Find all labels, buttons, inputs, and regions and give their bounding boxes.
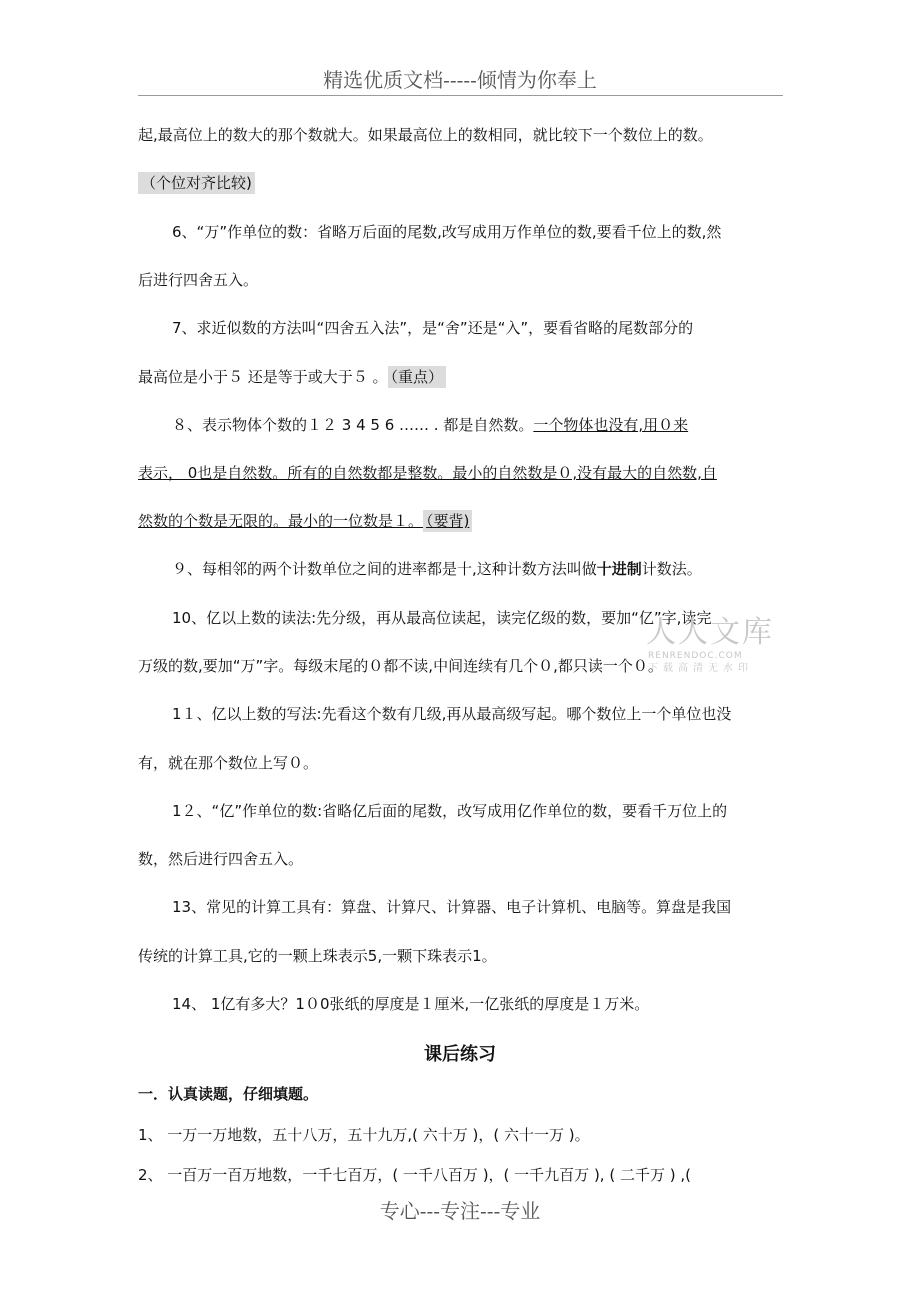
underlined-text: 一个物体也没有,用０来 <box>533 416 689 434</box>
underlined-text: 然数的个数是无限的。最小的一位数是１。 <box>138 512 424 530</box>
paragraph-13-line-1: 13、常见的计算工具有：算盘、计算尺、计算器、电子计算机、电脑等。算盘是我国 <box>172 898 732 916</box>
paragraph-7-line-1: 7、求近似数的方法叫“四舍五入法”，是“舍”还是“入”，要看省略的尾数部分的 <box>172 319 694 337</box>
highlight-note: （个位对齐比较) <box>138 172 255 194</box>
exercise-section-1: 一．认真读题，仔细填题。 <box>138 1085 319 1103</box>
watermark-tagline: 下载高清无水印 <box>648 663 753 674</box>
paragraph-8-line-3 <box>138 510 472 532</box>
memorize-tag: （要背) <box>423 510 472 532</box>
bold-term: 十进制 <box>596 560 642 578</box>
key-point-tag: （重点） <box>388 366 447 388</box>
paragraph-10-line-2: 万级的数,要加“万”字。每级末尾的０都不读,中间连续有几个０,都只读一个０。 <box>138 657 663 675</box>
page-header: 精选优质文档-----倾情为你奉上 <box>323 68 597 92</box>
paragraph-6-line-1: 6、“万”作单位的数：省略万后面的尾数,改写成用万作单位的数,要看千位上的数,然 <box>172 223 722 241</box>
paragraph-7-text: 最高位是小于５ 还是等于或大于５ 。 <box>138 368 388 386</box>
paragraph-14: 14、 1亿有多大？1０0张纸的厚度是１厘米,一亿张纸的厚度是１万米。 <box>172 995 650 1013</box>
watermark-url: RENRENDOC.COM <box>648 651 743 661</box>
paragraph-5-continuation: 起,最高位上的数大的那个数就大。如果最高位上的数相同，就比较下一个数位上的数。 <box>138 126 713 144</box>
paragraph-7-line-2 <box>138 366 446 388</box>
paragraph-9-text: ９、每相邻的两个计数单位之间的进率都是十,这种计数方法叫做 <box>172 560 597 578</box>
paragraph-9 <box>172 558 702 580</box>
paragraph-5-note <box>138 172 255 194</box>
paragraph-11-line-2: 有，就在那个数位上写０。 <box>138 754 319 772</box>
header-divider <box>138 95 783 96</box>
exercise-heading: 课后练习 <box>424 1044 496 1065</box>
paragraph-11-line-1: 1１、亿以上数的写法:先看这个数有几级,再从最高级写起。哪个数位上一个单位也没 <box>172 705 732 723</box>
exercise-question-2: 2、 一百万一百万地数，一千七百万，( 一千八百万 )，( 一千九百万 ), ( 二千万 ) ,( <box>138 1166 691 1184</box>
watermark-title: 人人文库 <box>646 615 774 650</box>
paragraph-8-line-1 <box>172 414 688 436</box>
paragraph-10-line-1: 10、亿以上数的读法:先分级，再从最高位读起，读完亿级的数，要加“亿”字,读完 <box>172 609 712 627</box>
paragraph-12-line-1: 1２、“亿”作单位的数:省略亿后面的尾数，改写成用亿作单位的数，要看千万位上的 <box>172 802 728 820</box>
paragraph-8-text: ８、表示物体个数的１２ 3 4 5 6 …… . 都是自然数。 <box>172 416 534 434</box>
paragraph-8-line-2: 表示， 0也是自然数。所有的自然数都是整数。最小的自然数是０,没有最大的自然数,自 <box>138 464 717 482</box>
paragraph-13-line-2: 传统的计算工具,它的一颗上珠表示5,一颗下珠表示1。 <box>138 947 497 965</box>
paragraph-9-text-end: 计数法。 <box>641 560 702 578</box>
exercise-question-1: 1、 一万一万地数，五十八万，五十九万,( 六十万 )，( 六十一万 )。 <box>138 1126 590 1144</box>
paragraph-12-line-2: 数，然后进行四舍五入。 <box>138 850 304 868</box>
paragraph-6-line-2: 后进行四舍五入。 <box>138 271 259 289</box>
watermark-logo <box>646 616 776 686</box>
page-footer: 专心---专注---专业 <box>379 1199 541 1223</box>
